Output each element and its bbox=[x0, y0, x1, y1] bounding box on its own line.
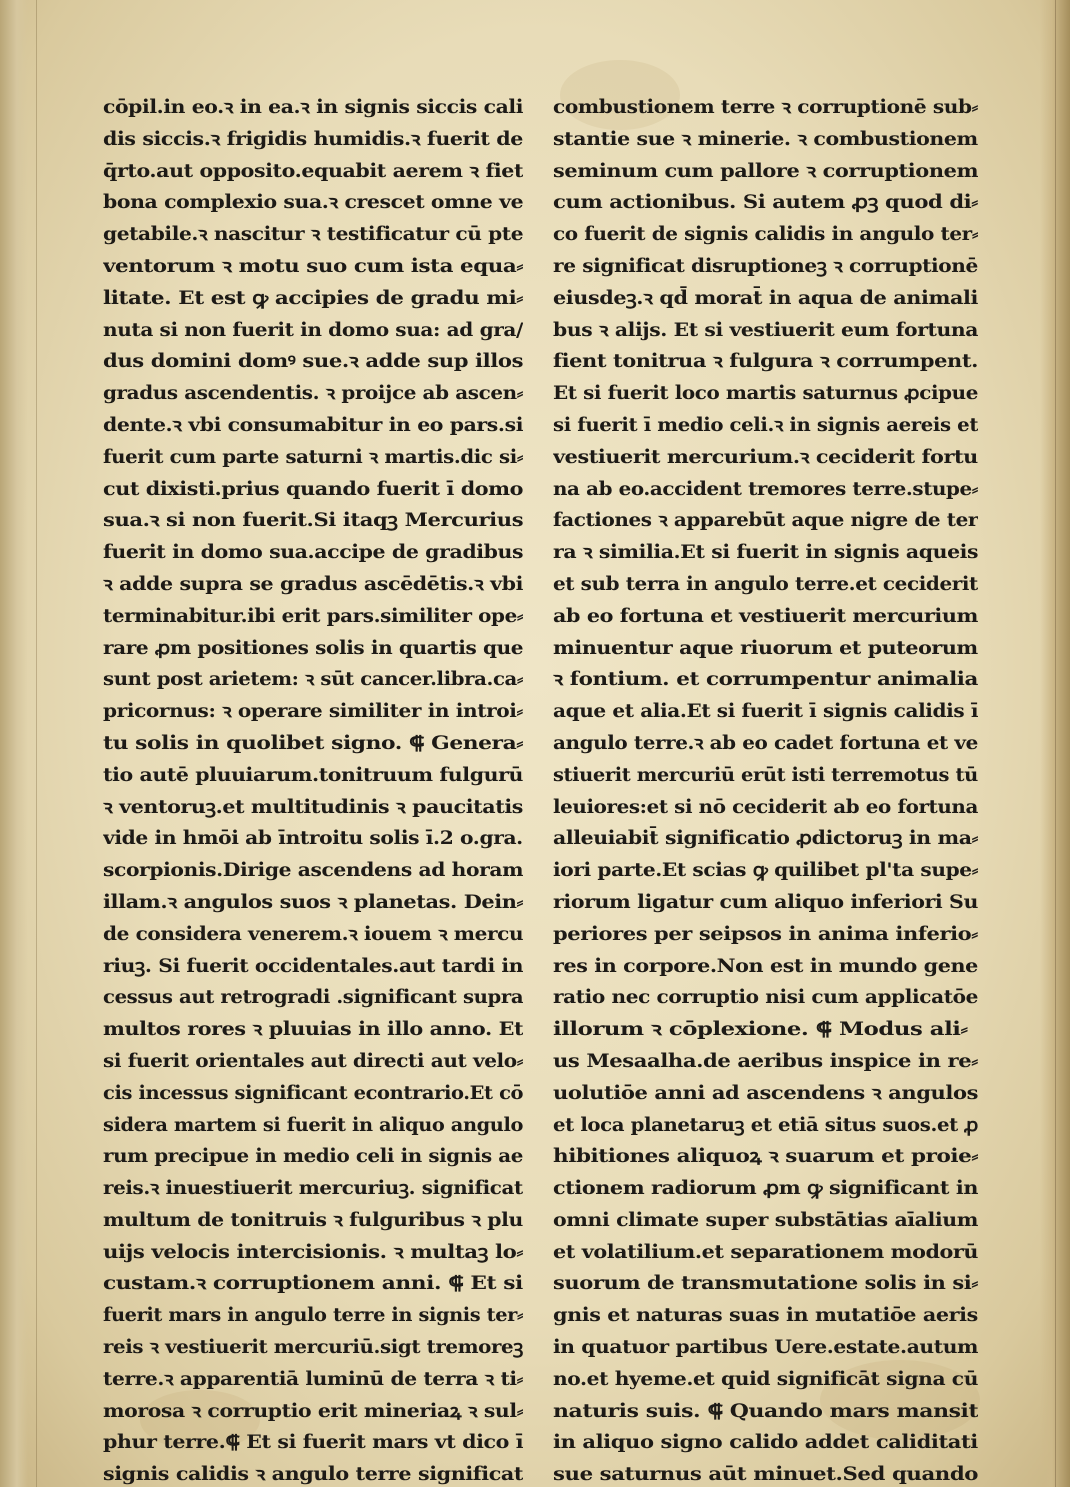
left-column-line: terminabitur.ibi erit pars.similiter ope⸗ bbox=[103, 605, 523, 627]
right-column-line: ꝛ fontium. et corrumpentur animalia bbox=[553, 669, 978, 691]
right-column-line: angulo terre.ꝛ ab eo cadet fortuna et ve bbox=[553, 732, 978, 754]
right-column-line: vestiuerit mercurium.ꝛ ceciderit fortu bbox=[553, 446, 978, 468]
left-column-line: illam.ꝛ angulos suos ꝛ planetas. Dein⸗ bbox=[103, 891, 523, 913]
left-column-line: si fuerit orientales aut directi aut velo⸗ bbox=[103, 1050, 523, 1072]
right-column-line: ra ꝛ similia.Et si fuerit in signis aqueis bbox=[553, 542, 978, 564]
right-column-line: sue saturnus aūt minuet.Sed quando bbox=[553, 1464, 978, 1486]
text-column-left bbox=[103, 92, 523, 1487]
right-column-line: riorum ligatur cum aliquo inferiori Su bbox=[553, 891, 978, 913]
left-column-line: pricornus: ꝛ operare similiter in introi⸗ bbox=[103, 701, 523, 723]
left-column-line: tio autē pluuiarum.tonitruum fulgurū bbox=[103, 764, 523, 786]
right-column-line: illorum ꝛ cōplexione. ⸿ Modus ali⸗ bbox=[553, 1019, 968, 1041]
right-column-line: leuiores:et si nō ceciderit ab eo fortuna bbox=[553, 796, 978, 818]
right-column-line: combustionem terre ꝛ corruptionē sub⸗ bbox=[553, 97, 978, 118]
right-column-line: seminum cum pallore ꝛ corruptionem bbox=[553, 160, 978, 182]
right-column-line: periores per seipsos in anima inferio⸗ bbox=[553, 923, 978, 945]
gutter-fold bbox=[36, 0, 37, 1487]
right-column-line: in quatuor partibus Uere.estate.autum bbox=[553, 1337, 978, 1359]
right-column-line: iori parte.Et scias ꝙ quilibet pl'ta supe⸗ bbox=[553, 860, 978, 882]
right-column-line: res in corpore.Non est in mundo gene bbox=[553, 955, 978, 977]
left-column-line: ꝛ adde supra se gradus ascēdētis.ꝛ vbi bbox=[103, 573, 523, 595]
right-column-line: us Mesaalha.de aeribus inspice in re⸗ bbox=[553, 1050, 978, 1072]
right-column-line: et loca planetaruꝫ et etiā situs suos.et ꝓ bbox=[553, 1114, 978, 1136]
right-column-line: ratio nec corruptio nisi cum applicatōe bbox=[553, 987, 978, 1009]
right-column-line: stiuerit mercuriū erūt isti terremotus tū bbox=[553, 764, 978, 786]
right-column-line: suorum de transmutatione solis in si⸗ bbox=[553, 1273, 978, 1295]
right-column-line: no.et hyeme.et quid significāt signa cū bbox=[553, 1368, 978, 1390]
left-column-line: sidera martem si fuerit in aliquo angulo bbox=[103, 1114, 523, 1136]
left-column-line: cōpil.in eo.ꝛ in ea.ꝛ in signis siccis cali bbox=[103, 97, 523, 118]
right-column-line: et volatilium.et separationem modorū bbox=[553, 1241, 978, 1263]
right-column-line: alleuiabit̄ significatio ꝓdictoruꝫ in ma⸗ bbox=[553, 828, 978, 850]
left-column-line: de considera venerem.ꝛ iouem ꝛ mercu bbox=[103, 923, 523, 945]
right-column-line: eiusdeꝫ.ꝛ qd̄ morat̄ in aqua de animali bbox=[553, 287, 978, 309]
left-column-line: cessus aut retrogradi .significant supra bbox=[103, 987, 523, 1009]
left-column-line: rare ꝓm positiones solis in quartis que bbox=[103, 637, 523, 659]
right-column-line: gnis et naturas suas in mutatiōe aeris bbox=[553, 1305, 978, 1327]
left-column-line: riuꝫ. Si fuerit occidentales.aut tardi in bbox=[103, 955, 523, 977]
right-column-line: fient tonitrua ꝛ fulgura ꝛ corrumpent. bbox=[553, 351, 978, 373]
left-column-line: bona complexio sua.ꝛ crescet omne ve bbox=[103, 192, 523, 214]
right-column-line: Et si fuerit loco martis saturnus ꝓcipue bbox=[553, 383, 978, 405]
right-column-line: stantie sue ꝛ minerie. ꝛ combustionem bbox=[553, 128, 978, 150]
page-edge-line bbox=[1055, 0, 1056, 1487]
right-column-line: hibitiones aliquoꝝ ꝛ suarum et proie⸗ bbox=[553, 1146, 978, 1168]
right-column-line: ab eo fortuna et vestiuerit mercurium bbox=[553, 605, 978, 627]
left-column-line: litate. Et est ꝙ accipies de gradu mi⸗ bbox=[103, 287, 523, 309]
right-column-line: et sub terra in angulo terre.et ceciderit bbox=[553, 573, 978, 595]
right-column-line: ctionem radiorum ꝓm ꝙ significant in bbox=[553, 1178, 978, 1200]
right-column-line: minuentur aque riuorum et puteorum bbox=[553, 637, 978, 659]
right-column-line: co fuerit de signis calidis in angulo ter⸗ bbox=[553, 224, 978, 246]
left-column-line: dis siccis.ꝛ frigidis humidis.ꝛ fuerit de bbox=[103, 128, 523, 150]
binding-spine bbox=[0, 0, 28, 1487]
right-column-line: na ab eo.accident tremores terre.stupe⸗ bbox=[553, 478, 978, 500]
left-column-line: terre.ꝛ apparentiā luminū de terra ꝛ ti⸗ bbox=[103, 1368, 523, 1390]
left-column-line: sua.ꝛ si non fuerit.Si itaqꝫ Mercurius bbox=[103, 510, 523, 532]
left-column-line: ꝛ ventoruꝫ.et multitudinis ꝛ paucitatis bbox=[103, 796, 523, 818]
left-column-line: cis incessus significant econtrario.Et cō bbox=[103, 1082, 523, 1104]
left-column-line: dente.ꝛ vbi consumabitur in eo pars.si bbox=[103, 414, 523, 436]
right-column-line: si fuerit ī medio celi.ꝛ in signis aereis et bbox=[553, 414, 978, 436]
left-column-line: multum de tonitruis ꝛ fulguribus ꝛ plu bbox=[103, 1209, 523, 1231]
left-column-line: uijs velocis intercisionis. ꝛ multaꝫ lo⸗ bbox=[103, 1241, 523, 1263]
right-column-line: in aliquo signo calido addet caliditati bbox=[553, 1432, 978, 1454]
left-column-line: cut dixisti.prius quando fuerit ī domo bbox=[103, 478, 523, 500]
left-column-line: reis.ꝛ inuestiuerit mercuriuꝫ. significat bbox=[103, 1178, 523, 1200]
left-column-line: q̄rto.aut opposito.equabit aerem ꝛ fiet bbox=[103, 160, 523, 182]
left-column-line: scorpionis.Dirige ascendens ad horam bbox=[103, 860, 523, 882]
right-column-line: aque et alia.Et si fuerit ī signis calidis ī bbox=[553, 701, 978, 723]
left-column-line: getabile.ꝛ nascitur ꝛ testificatur cū pte bbox=[103, 224, 523, 246]
left-column-line: multos rores ꝛ pluuias in illo anno. Et bbox=[103, 1019, 523, 1041]
left-column-line: ventorum ꝛ motu suo cum ista equa⸗ bbox=[103, 255, 523, 277]
left-column-line: custam.ꝛ corruptionem anni. ⸿ Et si bbox=[103, 1273, 523, 1295]
left-column-line: phur terre.⸿ Et si fuerit mars vt dico ī bbox=[103, 1432, 523, 1454]
right-column-line: re significat disruptioneꝫ ꝛ corruptionē bbox=[553, 255, 978, 277]
right-column-line: factiones ꝛ apparebūt aque nigre de ter bbox=[553, 510, 978, 532]
text-column-right bbox=[553, 92, 978, 1487]
left-column-line: gradus ascendentis. ꝛ proijce ab ascen⸗ bbox=[103, 383, 523, 405]
left-column-line: tu solis in quolibet signo. ⸿ Genera⸗ bbox=[103, 732, 523, 754]
left-column-line: fuerit cum parte saturni ꝛ martis.dic si⸗ bbox=[103, 446, 523, 468]
left-column-line: sunt post arietem: ꝛ sūt cancer.libra.ca⸗ bbox=[103, 669, 523, 691]
left-column-line: reis ꝛ vestiuerit mercuriū.sigt tremoreꝫ bbox=[103, 1337, 523, 1359]
left-column-line: vide in hmōi ab īntroitu solis ī.2 o.gra. bbox=[103, 828, 523, 850]
right-column-line: naturis suis. ⸿ Quando mars mansit bbox=[553, 1400, 978, 1422]
left-column-line: fuerit in domo sua.accipe de gradibus bbox=[103, 542, 523, 564]
left-column-line: nuta si non fuerit in domo sua: ad gra/ bbox=[103, 319, 523, 341]
left-column-line: signis calidis ꝛ angulo terre significat bbox=[103, 1464, 523, 1486]
left-column-line: dus domini domꝰ sue.ꝛ adde sup illos bbox=[103, 351, 523, 373]
right-column-line: omni climate super substātias aīalium bbox=[553, 1209, 978, 1231]
right-column-line: uolutiōe anni ad ascendens ꝛ angulos bbox=[553, 1082, 978, 1104]
right-column-line: cum actionibus. Si autem ꝓꝫ quod di⸗ bbox=[553, 192, 978, 214]
left-column-line: rum precipue in medio celi in signis ae bbox=[103, 1146, 523, 1168]
right-column-line: bus ꝛ alijs. Et si vestiuerit eum fortuna bbox=[553, 319, 978, 341]
left-column-line: fuerit mars in angulo terre in signis ter⸗ bbox=[103, 1305, 523, 1327]
left-column-line: morosa ꝛ corruptio erit mineriaꝝ ꝛ sul⸗ bbox=[103, 1400, 523, 1422]
